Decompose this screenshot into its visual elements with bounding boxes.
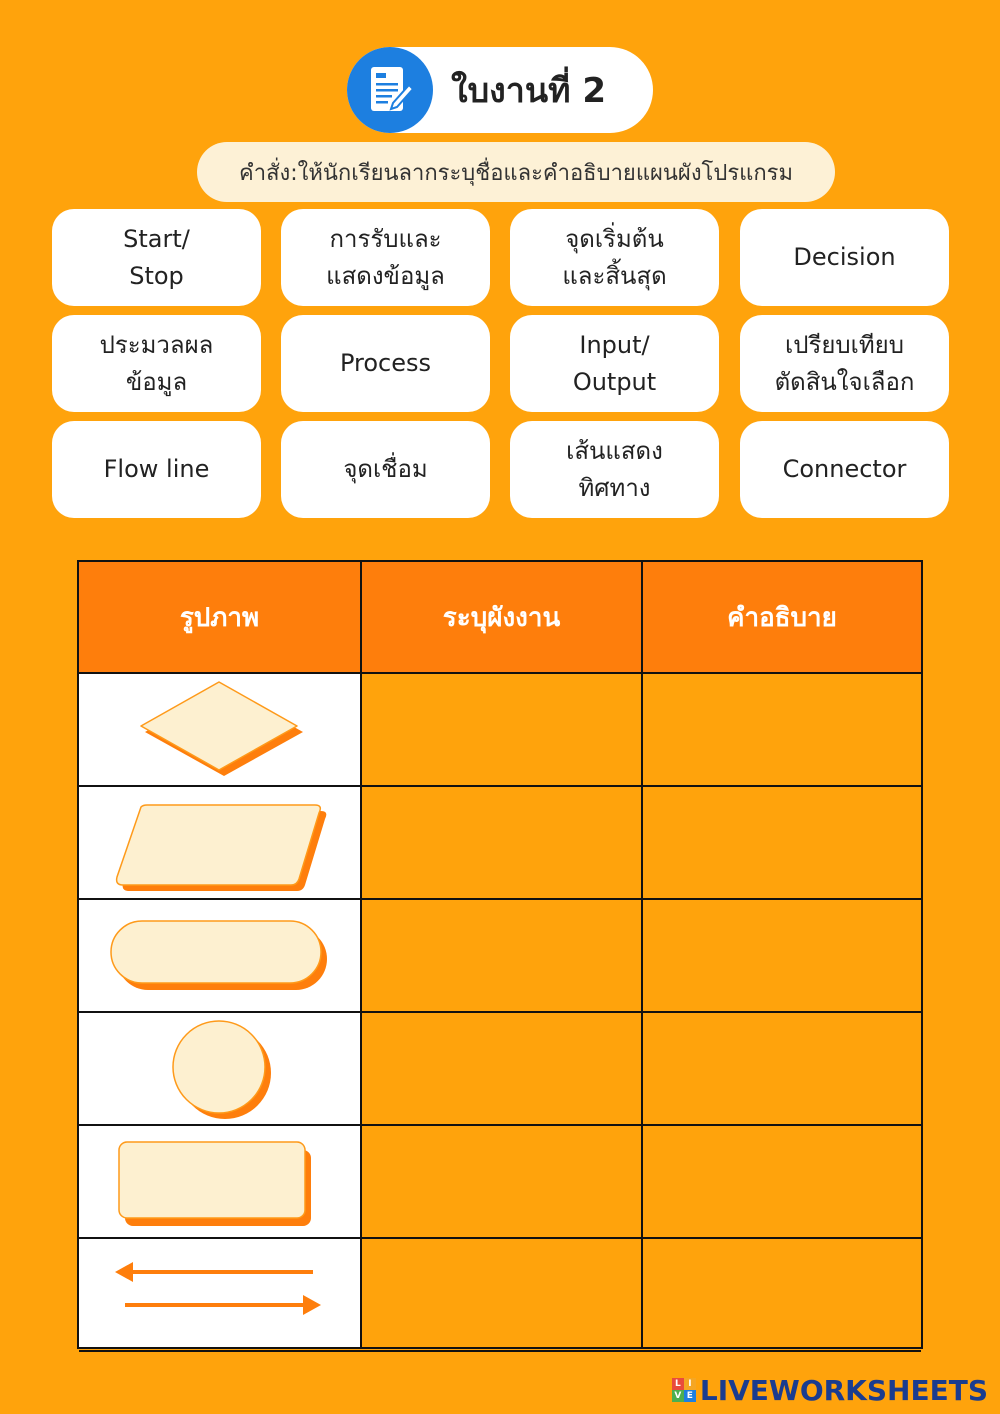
answer-card[interactable]: Process (281, 315, 490, 412)
double-arrow-shape (79, 1239, 360, 1347)
diamond-shape (79, 674, 360, 785)
description-dropzone[interactable] (643, 674, 921, 785)
description-dropzone[interactable] (643, 1126, 921, 1237)
symbol-name-dropzone[interactable] (362, 1013, 641, 1124)
description-dropzone[interactable] (643, 787, 921, 898)
instruction-text: คำสั่ง:ให้นักเรียนลากระบุชื่อและคำอธิบายแผนผังโปรแกรม (197, 142, 835, 202)
column-divider (641, 562, 643, 1347)
liveworksheets-logo (672, 1372, 988, 1408)
answer-card[interactable]: Connector (740, 421, 949, 518)
answer-card[interactable]: Input/ Output (510, 315, 719, 412)
description-dropzone[interactable] (643, 1013, 921, 1124)
description-dropzone[interactable] (643, 900, 921, 1011)
rectangle-shape (79, 1126, 360, 1237)
answer-card[interactable]: จุดเริ่มต้น และสิ้นสุด (510, 209, 719, 306)
answer-card-bank (52, 209, 949, 519)
symbol-name-dropzone[interactable] (362, 900, 641, 1011)
worksheet-title: ใบงานที่ 2 (451, 71, 607, 111)
table-row (79, 787, 921, 900)
answer-card[interactable]: จุดเชื่อม (281, 421, 490, 518)
rounded-terminal-shape (79, 900, 360, 1011)
header-description: คำอธิบาย (727, 602, 837, 633)
table-row (79, 900, 921, 1013)
answer-card[interactable]: Decision (740, 209, 949, 306)
flowchart-symbol-table (77, 560, 923, 1349)
answer-card[interactable]: ประมวลผล ข้อมูล (52, 315, 261, 412)
answer-card[interactable]: Flow line (52, 421, 261, 518)
picture-cell (79, 674, 360, 785)
picture-cell (79, 900, 360, 1011)
answer-card[interactable]: เส้นแสดง ทิศทาง (510, 421, 719, 518)
symbol-name-dropzone[interactable] (362, 674, 641, 785)
symbol-name-dropzone[interactable] (362, 1126, 641, 1237)
column-divider (360, 562, 362, 1347)
symbol-name-dropzone[interactable] (362, 787, 641, 898)
document-edit-icon (347, 47, 433, 133)
header-picture: รูปภาพ (179, 602, 260, 633)
header-symbol-name: ระบุผังงาน (442, 602, 561, 633)
table-row (79, 1239, 921, 1352)
picture-cell (79, 1239, 360, 1347)
liveworksheets-mark-icon: L I V E (672, 1378, 696, 1402)
answer-card[interactable]: เปรียบเทียบ ตัดสินใจเลือก (740, 315, 949, 412)
logo-text: LIVEWORKSHEETS (699, 1373, 988, 1407)
symbol-name-dropzone[interactable] (362, 1239, 641, 1347)
circle-shape (79, 1013, 360, 1124)
table-row (79, 1126, 921, 1239)
picture-cell (79, 787, 360, 898)
answer-card[interactable]: การรับและ แสดงข้อมูล (281, 209, 490, 306)
picture-cell (79, 1013, 360, 1124)
worksheet-title-pill (347, 47, 653, 133)
parallelogram-shape (79, 787, 360, 898)
answer-card[interactable]: Start/ Stop (52, 209, 261, 306)
table-header-row (79, 562, 921, 674)
description-dropzone[interactable] (643, 1239, 921, 1347)
table-row (79, 674, 921, 787)
table-row (79, 1013, 921, 1126)
picture-cell (79, 1126, 360, 1237)
